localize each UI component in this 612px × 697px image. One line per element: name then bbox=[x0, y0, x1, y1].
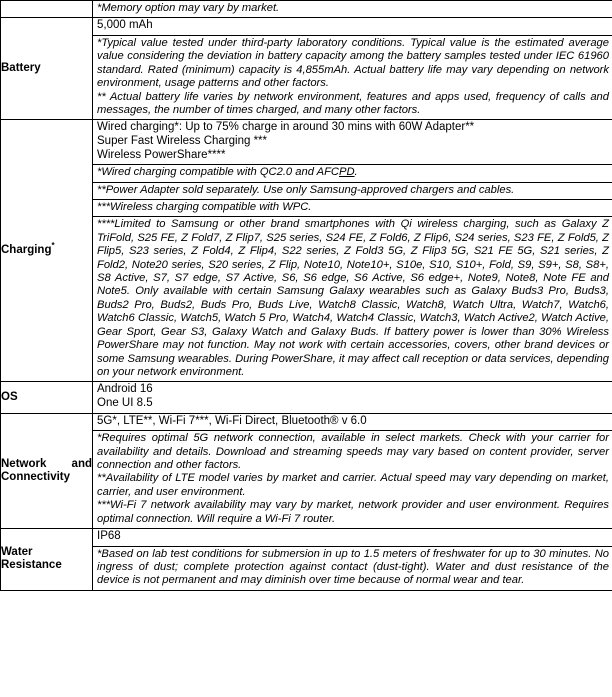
specifications-table-body bbox=[1, 1, 612, 591]
row-label-water-resistance bbox=[1, 528, 93, 590]
row-value-os bbox=[93, 382, 612, 413]
table-row bbox=[1, 120, 612, 382]
value-block bbox=[93, 414, 612, 432]
value-block bbox=[93, 382, 612, 412]
row-label-charging bbox=[1, 120, 93, 382]
footnote-block bbox=[93, 1, 612, 17]
row-value-battery bbox=[93, 18, 612, 120]
text-line: 5,000 mAh bbox=[97, 19, 153, 32]
row-label-text: Battery bbox=[1, 62, 41, 75]
value-block bbox=[93, 18, 612, 36]
text-line: *Typical value tested under third-party laboratory conditions. Typical value is the estimated average value considering the deviation in battery capacity among the battery samples tested under IEC 61960 standard. Rated (minimum) capacity is 4,855mAh. Actual battery life may vary depending on network environment, usage patterns and other factors. bbox=[97, 37, 609, 90]
text-line: One UI 8.5 bbox=[97, 396, 153, 409]
footnote-block bbox=[93, 36, 612, 119]
footnote-block bbox=[93, 547, 612, 590]
text-line: Super Fast Wireless Charging *** bbox=[97, 135, 268, 148]
text-line: ** Actual battery life varies by network environment, features and apps used, frequency of calls and messages, the number of times charged, and many other factors. bbox=[97, 90, 609, 117]
text-line: Wired charging*: Up to 75% charge in around 30 mins with 60W Adapter** bbox=[97, 121, 475, 134]
footnote-block bbox=[93, 431, 612, 528]
text-line: **Power Adapter sold separately. Use only Samsung-approved chargers and cables. bbox=[97, 183, 515, 196]
text-line: ***Wireless charging compatible with WPC. bbox=[97, 201, 312, 214]
row-value-network-and-connectivity bbox=[93, 413, 612, 528]
row-label-text: Water Resistance bbox=[1, 546, 62, 572]
row-value-charging bbox=[93, 120, 612, 382]
text-line: *Memory option may vary by market. bbox=[97, 2, 280, 14]
row-label-text: Charging bbox=[1, 244, 52, 257]
table-row bbox=[1, 382, 612, 413]
row-label-text: OS bbox=[1, 390, 18, 403]
row-label-text: Network and Connectivity bbox=[1, 457, 92, 483]
text-line: IP68 bbox=[97, 529, 121, 542]
table-row bbox=[1, 1, 612, 18]
table-row bbox=[1, 528, 612, 590]
text-line: 5G*, LTE**, Wi-Fi 7***, Wi-Fi Direct, Bluetooth® v 6.0 bbox=[97, 414, 367, 427]
row-value-memory-note bbox=[93, 1, 612, 18]
footnote-block bbox=[93, 200, 612, 217]
footnote-block bbox=[93, 217, 612, 381]
table-row bbox=[1, 413, 612, 528]
table-row bbox=[1, 18, 612, 120]
underlined-text: PD bbox=[339, 166, 355, 179]
row-label-memory-note bbox=[1, 1, 93, 18]
text-line: *Wired charging compatible with QC2.0 and AFCPD. bbox=[97, 166, 358, 179]
text-line: Android 16 bbox=[97, 383, 153, 396]
footnote-block bbox=[93, 165, 612, 182]
row-label-os bbox=[1, 382, 93, 413]
text-line: **Availability of LTE model varies by market and carrier. Actual speed may vary depending on market, carrier, and user environment. bbox=[97, 472, 609, 498]
text-line: *Based on lab test conditions for submersion in up to 1.5 meters of freshwater for up to 30 minutes. No ingress of dust; complete protection against contact (dust-tight). Water and dust resistance of the device is not permanent and may diminish over time because of normal wear and tear. bbox=[97, 547, 609, 587]
text-line: Wireless PowerShare**** bbox=[97, 148, 226, 161]
text-line: ****Limited to Samsung or other brand smartphones with Qi wireless charging, such as Galaxy Z TriFold, S25 FE, Z Fold7, Z Flip7, S25 series, S24 FE, Z Fold6, Z Flip6, S24 series, S23 FE, Z Fold5, Z Flip5, S23 series, Z Fold4, Z Flip4, S22 series, Z Fold3 5G, Z Flip3 5G, S21 FE 5G, S21 series, Z Fold2, Note20 series, S20 series, Z Flip, Note10, Note10+, S10e, S10, S10+, Fold, S9, S9+, S8, S8+, S8 Active, S7, S7 edge, S7 Active, S6, S6 edge, S6 Active, S6 edge+, Note9, Note8, Note FE and Note5. Only available with certain Samsung Galaxy wearables such as Galaxy Buds3 Pro, Buds3, Buds2 Pro, Buds2, Buds Pro, Buds Live, Watch8 Classic, Watch8, Watch Ultra, Watch7, Watch6, Watch6 Classic, Watch5, Watch 5 Pro, Watch4, Watch4 Classic, Watch3, Watch Active2, Watch Active, Gear Sport, Gear S3, Galaxy Watch and Galaxy Buds. If battery power is lower than 30% Wireless PowerShare may not function. May not work with certain accessories, covers, other brand devices or some Samsung wearables. During PowerShare, it may affect call reception or data services, depending on your network environment. bbox=[97, 218, 609, 378]
row-label-battery bbox=[1, 18, 93, 120]
row-label-superscript: * bbox=[51, 241, 55, 251]
footnote-block bbox=[93, 183, 612, 200]
row-value-water-resistance bbox=[93, 528, 612, 590]
text-line: *Requires optimal 5G network connection, available in select markets. Check with your carrier for availability and details. Download and streaming speeds may vary based on content provider, server connection and other factors. bbox=[97, 432, 609, 471]
value-block bbox=[93, 120, 612, 165]
text-line: ***Wi-Fi 7 network availability may vary by market, network provider and user environment. Requires optimal connection. Will require a Wi-Fi 7 router. bbox=[97, 499, 609, 525]
row-label-network-and-connectivity bbox=[1, 413, 93, 528]
value-block bbox=[93, 529, 612, 547]
